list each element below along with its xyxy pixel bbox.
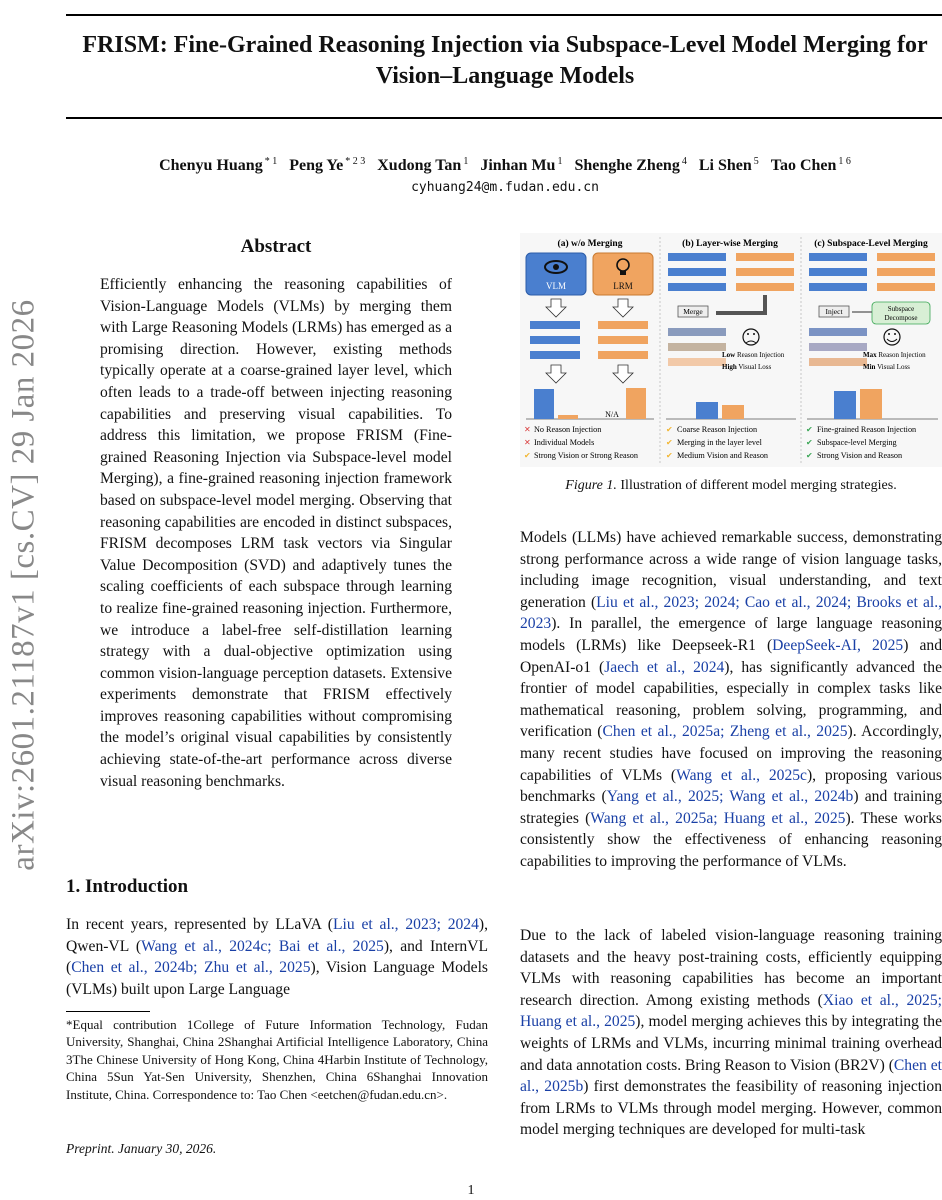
panel-c-title: (c) Subspace-Level Merging [814, 239, 928, 249]
bar-layerwise-reason [722, 405, 744, 419]
bar-vlm-vision [534, 389, 554, 419]
check-icon: ✔ [666, 451, 673, 460]
vlm-label: VLM [546, 281, 566, 291]
author [377, 157, 468, 174]
title-rule-bottom [66, 117, 942, 119]
author [480, 157, 562, 174]
legend-text: Strong Vision or Strong Reason [534, 451, 638, 460]
page-number: 1 [467, 1183, 475, 1198]
caption-label: Figure 1. [565, 478, 617, 493]
citation-link[interactable]: Wang et al., 2025a; Huang et al., 2025 [590, 809, 846, 827]
citation-link[interactable]: Wang et al., 2024c; Bai et al., 2025 [141, 937, 384, 955]
author-affil: * 2 3 [345, 156, 366, 167]
citation-link[interactable]: Chen et al., 2024b; Zhu et al., 2025 [71, 959, 311, 977]
panel-b-note-1: Low Reason Injection [722, 351, 785, 359]
citation-link[interactable]: Chen et al., 2025a; Zheng et al., 2025 [602, 723, 848, 741]
preprint-note: Preprint. January 30, 2026. [66, 1141, 217, 1156]
legend-text: Medium Vision and Reason [677, 451, 769, 460]
legend-text: Individual Models [534, 438, 595, 447]
paper-title: FRISM: Fine-Grained Reasoning Injection via Subspace-Level Model Merging for Vision–Language Models [82, 32, 928, 89]
check-icon: ✔ [806, 438, 813, 447]
legend-panel-b [666, 425, 768, 460]
author-affil: 1 [557, 156, 563, 167]
bar-subspace-vision [834, 391, 856, 419]
author [574, 157, 686, 174]
bar-vlm-reason [558, 415, 578, 419]
citation-link[interactable]: Jaech et al., 2024 [604, 658, 725, 676]
intro-paragraph-col2-1: Models (LLMs) have achieved remarkable success, demonstrating strong performance across a wide range of vision language tasks, including image recognition, visual understanding, and text generation (Liu et al., 2023; 2024; Cao et al., 2024; Brooks et al., 2023). In parallel, the emergence of large language reasoning models (LRMs) like Deepseek-R1 (DeepSeek-AI, 2025) and OpenAI-o1 (Jaech et al., 2024), has significantly advanced the frontier of model capabilities, especially in complex tasks like mathematical reasoning, problem solving, programming, and verification (Chen et al., 2025a; Zheng et al., 2025). Accordingly, many recent studies have focused on improving the reasoning capabilities of VLMs (Wang et al., 2025c), proposing various benchmarks (Yang et al., 2025; Wang et al., 2024b) and training strategies (Wang et al., 2025a; Huang et al., 2025). These works consistently show the effectiveness of enhancing reasoning capabilities to improving the performance of VLMs. [520, 529, 942, 870]
title-rule-top [66, 14, 942, 16]
citation-link[interactable]: Yang et al., 2025; Wang et al., 2024b [606, 788, 854, 806]
caption-text: Illustration of different model merging strategies. [616, 478, 897, 493]
lrm-label: LRM [613, 281, 633, 291]
panel-b-note-2: High Visual Loss [722, 363, 772, 371]
legend-text: Coarse Reason Injection [677, 425, 758, 434]
author [289, 157, 365, 174]
author-list [66, 156, 942, 175]
check-icon: ✔ [806, 451, 813, 460]
legend-text: Merging in the layer level [677, 438, 762, 447]
check-icon: ✔ [666, 425, 673, 434]
author-name: Shenghe Zheng [574, 157, 680, 175]
citation-link[interactable]: Wang et al., 2025c [676, 766, 807, 784]
legend-text: No Reason Injection [534, 425, 602, 434]
subspace-label-1: Subspace [887, 305, 915, 313]
eye-pupil [553, 264, 559, 270]
footnote-rule [66, 1011, 150, 1012]
citation-link[interactable]: Liu et al., 2023; 2024; Cao et al., 2024; Brooks et al., 2023 [520, 593, 942, 633]
cross-icon: ✕ [524, 438, 531, 447]
author-affil: * 1 [264, 156, 278, 167]
cross-icon: ✕ [524, 425, 531, 434]
legend-text: Subspace-level Merging [817, 438, 897, 447]
figure-1-caption [520, 478, 942, 494]
inject-label: Inject [825, 307, 843, 316]
check-icon: ✔ [666, 438, 673, 447]
author-affil: 5 [753, 156, 759, 167]
intro-paragraph: In recent years, represented by LLaVA (Liu et al., 2023; 2024), Qwen-VL (Wang et al., 2024c; Bai et al., 2025), and InternVL (Chen et al., 2024b; Zhu et al., 2025), Vision Language Models (VLMs) built upon Large Language [66, 916, 488, 998]
check-icon: ✔ [806, 425, 813, 434]
bar-layerwise-vision [696, 402, 718, 419]
affiliations-footnote: *Equal contribution 1College of Future Information Technology, Fudan University, Shanghai, China 2Shanghai Artificial Intelligence Laboratory, China 3The Chinese University of Hong Kong, China 4Harbin Institute of Technology, China 5Sun Yat-Sen University, Shenzhen, China 6Shanghai Innovation Institute, China. Correspondence to: Tao Chen <eetchen@fudan.edu.cn>. [66, 1017, 488, 1102]
citation-link[interactable]: Liu et al., 2023; 2024 [333, 916, 479, 933]
author-affil: 1 [463, 156, 469, 167]
panel-b-title: (b) Layer-wise Merging [682, 239, 778, 249]
bar-lrm-reason [626, 388, 646, 419]
vlm-layer-stack [530, 321, 580, 359]
figure-1-illustration [520, 233, 942, 467]
bar-subspace-reason [860, 389, 882, 419]
abstract-text: Efficiently enhancing the reasoning capabilities of Vision-Language Models (VLMs) by merging them with Large Reasoning Models (LRMs) has emerged as a promising direction. However, existing methods typically operate at a coarse-grained layer level, which often leads to a trade-off between injecting reasoning capabilities and preserving visual capabilities. To address this limitation, we propose FRISM (Fine-grained Reasoning Injection via Subspace-level model Merging), a fine-grained reasoning injection framework based on subspace-level model merging. Observing that reasoning capabilities are encoded in distinct subspaces, FRISM decomposes LRM task vectors via Singular Value Decomposition (SVD) and adaptively tunes the scaling coefficients of each subspace through learning to realize fine-grained reasoning injection. Furthermore, we introduce a label-free self-distillation learning strategy with a dual-objective optimization using common vision-language perception datasets. Extensive experiments demonstrate that FRISM effectively improves reasoning capabilities without compromising the model’s original visual capabilities by consistently achieving state-of-the-art performance across diverse visual reasoning benchmarks. [100, 276, 452, 790]
panel-a-title: (a) w/o Merging [557, 239, 623, 249]
citation-link[interactable]: Chen et al., 2025b [520, 1056, 942, 1096]
merge-label: Merge [683, 307, 703, 316]
author-name: Li Shen [698, 157, 752, 175]
na-label: N/A [605, 410, 619, 419]
lrm-layer-stack [598, 321, 648, 359]
author-name: Jinhan Mu [480, 157, 556, 175]
author-name: Chenyu Huang [159, 157, 263, 175]
citation-link[interactable]: Xiao et al., 2025; Huang et al., 2025 [520, 991, 942, 1031]
intro-paragraph-col2-2: Due to the lack of labeled vision-language reasoning training datasets and the heavy post-training costs, efficiently equipping VLMs with reasoning capabilities has become an important research direction. Among existing methods (Xiao et al., 2025; Huang et al., 2025), model merging achieves this by integrating the weights of LRMs and VLMs, incurring minimal training overhead and data annotation costs. Bring Reason to Vision (BR2V) (Chen et al., 2025b) first demonstrates the feasibility of reasoning injection from LRMs to VLMs through model merging. However, common model merging techniques are developed for multi-task [520, 927, 942, 1139]
author-email[interactable]: cyhuang24@m.fudan.edu.cn [411, 180, 599, 195]
author-name: Tao Chen [770, 157, 837, 175]
abstract-heading: Abstract [240, 236, 312, 257]
panel-c-note-2: Min Visual Loss [863, 363, 910, 371]
arxiv-id[interactable]: arXiv:2601.21187v1 [cs.CV] 29 Jan 2026 [5, 299, 42, 871]
author-affil: 1 6 [838, 156, 851, 167]
section-heading-introduction: 1. Introduction [66, 876, 189, 897]
author [771, 157, 851, 174]
author [699, 157, 759, 174]
author-name: Peng Ye [289, 157, 344, 175]
arxiv-watermark [4, 270, 44, 900]
author [159, 157, 277, 174]
subspace-label-2: Decompose [884, 314, 918, 322]
citation-link[interactable]: DeepSeek-AI, 2025 [772, 636, 904, 654]
author-affil: 4 [681, 156, 687, 167]
author-name: Xudong Tan [377, 157, 462, 175]
panel-c-note-1: Max Reason Injection [863, 351, 926, 359]
legend-text: Fine-grained Reason Injection [817, 425, 917, 434]
check-icon: ✔ [524, 451, 531, 460]
legend-text: Strong Vision and Reason [817, 451, 903, 460]
